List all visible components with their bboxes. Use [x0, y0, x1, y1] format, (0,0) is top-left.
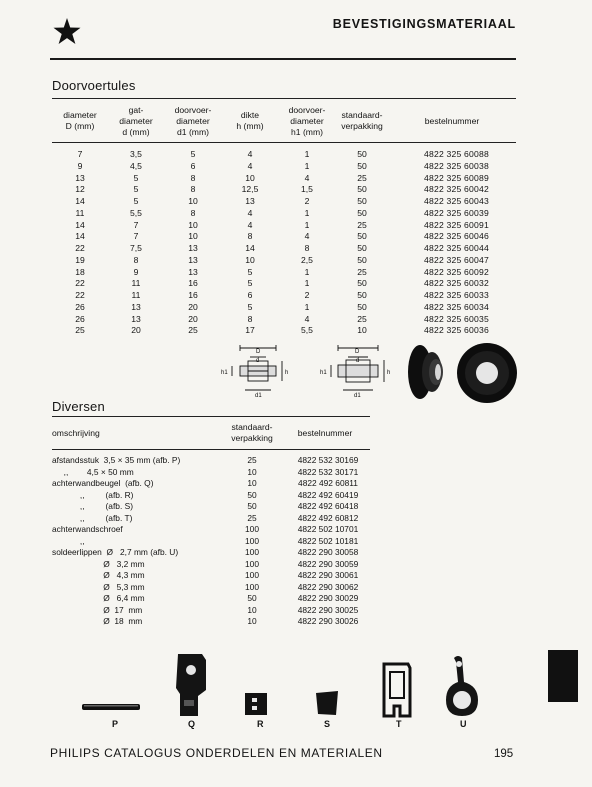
table-cell: 100 — [245, 524, 259, 534]
table-cell: 13 — [245, 196, 255, 206]
table-cell: 1,5 — [301, 184, 313, 195]
part-label-s: S — [324, 719, 331, 729]
part-q-bracket-image — [172, 650, 212, 722]
label-h1: h1 — [221, 370, 228, 376]
table-cell: 4822 325 60034 — [424, 301, 489, 312]
table-cell: 25 — [357, 219, 367, 230]
table-cell: 10 — [247, 466, 257, 477]
table-cell: 8 — [247, 231, 253, 242]
table-cell: 4822 290 30059 — [297, 558, 359, 569]
table-cell: 13 — [188, 266, 198, 277]
table-cell: 5,5 — [130, 207, 142, 218]
table-row — [52, 490, 370, 502]
table-cell: Ø 5,3 mm — [52, 581, 145, 592]
table-cell: 4 — [247, 219, 253, 230]
table-cell: ,, (afb. S) — [52, 501, 133, 511]
table-cell: 7 — [133, 219, 139, 230]
page-number: 195 — [494, 748, 514, 760]
table-header-row — [52, 99, 516, 143]
table-cell: 11 — [131, 290, 141, 300]
table-row — [52, 605, 370, 617]
table-cell: 4822 325 60032 — [424, 278, 489, 289]
table-cell: 100 — [245, 581, 259, 592]
table-cell: 4822 502 10181 — [297, 535, 359, 546]
table-cell: 10 — [247, 604, 257, 615]
grommet-drawing-left — [218, 344, 300, 402]
table-cell: 8 — [247, 313, 253, 324]
table-cell: 17 — [245, 325, 255, 336]
table-cell: 14 — [75, 231, 85, 242]
table-cell: 2 — [304, 290, 310, 300]
footer-text: PHILIPS CATALOGUS ONDERDELEN EN MATERIALEN — [50, 746, 383, 760]
table-cell: 10 — [188, 231, 198, 242]
table-cell: 11 — [75, 207, 85, 218]
table-cell: Ø 18 mm — [52, 616, 143, 626]
table-cell: Ø 6,4 mm — [52, 593, 145, 603]
table-cell: 4822 492 60418 — [297, 501, 359, 511]
table-cell: 4822 325 60091 — [424, 219, 489, 230]
table-cell: 13 — [188, 254, 198, 265]
table-cell: 20 — [188, 313, 198, 324]
table-cell: 50 — [357, 160, 367, 171]
table-cell: 4822 325 60088 — [424, 149, 489, 159]
table-row — [52, 220, 516, 232]
section-title-diversen: Diversen — [52, 399, 105, 414]
table-row — [52, 325, 516, 337]
table-cell: 18 — [75, 266, 85, 277]
table-cell: 4822 502 10701 — [297, 524, 359, 534]
table-cell: 4822 492 60811 — [298, 478, 358, 488]
part-p-spacer-image — [80, 700, 142, 714]
table-cell: 10 — [188, 219, 198, 230]
table-row — [52, 559, 370, 571]
table-cell: 8 — [304, 243, 310, 253]
label-h: h — [285, 370, 289, 376]
table-cell: 4 — [247, 149, 253, 159]
column-header: standaard- verpakking — [224, 417, 280, 450]
table-cell: ,, (afb. R) — [52, 489, 134, 500]
label-d: d — [256, 358, 260, 364]
table-cell: 50 — [357, 278, 367, 289]
table-row — [52, 501, 370, 513]
table-cell: Ø 3,2 mm — [52, 558, 145, 569]
table-cell: 50 — [357, 149, 367, 159]
table-cell: 50 — [357, 196, 367, 206]
table-cell: 14 — [75, 219, 85, 230]
table-cell: 50 — [357, 243, 367, 253]
table-cell: 5 — [190, 149, 196, 159]
section-title-doorvoertules: Doorvoertules — [52, 78, 136, 93]
table-cell: ,, (afb. T) — [52, 512, 133, 523]
table-cell: 20 — [131, 325, 141, 336]
column-header: bestelnummer — [280, 417, 370, 450]
table-row — [52, 513, 370, 525]
label-h1: h1 — [320, 370, 327, 376]
table-cell: 50 — [357, 290, 367, 300]
table-cell: 4822 325 60047 — [424, 254, 489, 265]
table-cell: 4822 325 60046 — [424, 231, 489, 242]
table-cell: 4822 325 60039 — [424, 207, 489, 218]
table-cell: 13 — [75, 172, 85, 183]
column-header: doorvoer- diameter d1 (mm) — [164, 99, 222, 143]
table-cell: 2,5 — [301, 254, 313, 265]
table-cell: 6 — [190, 160, 196, 171]
part-label-r: R — [257, 719, 264, 729]
table-cell: 1 — [304, 149, 310, 159]
table-cell: 4822 325 60044 — [424, 243, 489, 253]
table-cell: 50 — [247, 501, 257, 511]
table-cell: Ø 17 mm — [52, 604, 143, 615]
label-d1: d1 — [354, 393, 361, 399]
table-cell: 1 — [304, 207, 310, 218]
table-cell: 4822 325 60038 — [424, 160, 489, 171]
table-row — [52, 547, 370, 559]
table-row — [52, 161, 516, 173]
table-cell: 2 — [304, 196, 310, 206]
table-row — [52, 570, 370, 582]
table-cell: 8 — [190, 184, 196, 195]
table-cell: 7 — [77, 149, 83, 159]
table-cell: 20 — [188, 301, 198, 312]
table-cell: 7 — [133, 231, 139, 242]
table-cell: 100 — [245, 570, 259, 580]
table-row — [52, 290, 516, 302]
table-cell: 25 — [188, 325, 198, 336]
table-cell: 4822 532 30171 — [297, 466, 359, 477]
table-row — [52, 173, 516, 185]
table-cell: 11 — [131, 278, 141, 289]
table-cell: 100 — [245, 558, 259, 569]
table-cell: 12,5 — [241, 184, 259, 195]
table-cell: 4 — [247, 160, 253, 171]
table-cell: 50 — [357, 207, 367, 218]
table-cell: 1 — [304, 219, 310, 230]
table-cell: 5 — [247, 266, 253, 277]
table-cell: 26 — [75, 313, 85, 324]
table-row — [52, 616, 370, 628]
table-cell: 5 — [133, 172, 139, 183]
table-cell: 50 — [357, 231, 367, 242]
part-u-solder-lug-image — [442, 652, 482, 722]
table-cell: 50 — [357, 301, 367, 312]
star-icon — [52, 16, 82, 46]
page-title: BEVESTIGINGSMATERIAAL — [332, 17, 516, 31]
column-header: gat- diameter d (mm) — [108, 99, 164, 143]
part-label-u: U — [460, 719, 467, 729]
table-cell: 4822 325 60033 — [424, 290, 489, 300]
label-d1: d1 — [255, 393, 262, 399]
table-cell: 16 — [188, 278, 198, 289]
table-cell: 13 — [188, 243, 198, 253]
table-cell: 22 — [75, 278, 85, 289]
table-cell: 4822 325 60035 — [424, 313, 489, 324]
table-cell: 10 — [245, 172, 255, 183]
table-cell: 22 — [75, 290, 85, 300]
table-cell: 4822 532 30169 — [297, 455, 359, 465]
table-cell: 5,5 — [301, 325, 313, 336]
label-D: D — [355, 349, 360, 355]
column-header: diameter D (mm) — [52, 99, 108, 143]
table-cell: soldeerlippen Ø 2,7 mm (afb. U) — [52, 547, 179, 557]
part-label-p: P — [112, 719, 119, 729]
table-cell: 4,5 — [130, 160, 142, 171]
table-cell: 8 — [190, 207, 196, 218]
column-header: dikte h (mm) — [222, 99, 278, 143]
table-cell: 50 — [247, 593, 257, 603]
table-cell: 4822 290 30026 — [297, 616, 359, 626]
table-cell: 4822 325 60042 — [424, 184, 489, 195]
column-header: bestelnummer — [388, 99, 516, 143]
table-cell: 1 — [304, 278, 310, 289]
diversen-table — [52, 416, 370, 628]
table-cell: 50 — [247, 489, 257, 500]
column-header: standaard- verpakking — [336, 99, 388, 143]
table-row — [52, 524, 370, 536]
part-s-bracket-image — [314, 690, 340, 716]
header-rule — [50, 58, 516, 60]
table-cell: 4822 325 60092 — [424, 266, 489, 277]
table-cell: 14 — [75, 196, 85, 206]
part-label-q: Q — [188, 719, 196, 729]
table-row — [52, 143, 516, 161]
table-cell: 19 — [75, 254, 85, 265]
table-row — [52, 450, 370, 467]
table-cell: 4822 325 60089 — [424, 172, 489, 183]
table-cell: afstandsstuk 3,5 × 35 mm (afb. P) — [52, 455, 181, 465]
table-row — [52, 278, 516, 290]
table-row — [52, 243, 516, 255]
table-row — [52, 255, 516, 267]
column-header: omschrijving — [52, 417, 224, 450]
table-row — [52, 184, 516, 196]
table-cell: 1 — [304, 301, 310, 312]
table-cell: 10 — [247, 478, 257, 488]
table-row — [52, 267, 516, 279]
table-cell: 4 — [304, 231, 310, 242]
table-cell: 10 — [357, 325, 367, 336]
table-cell: 4822 492 60419 — [297, 489, 359, 500]
table-cell: 100 — [245, 547, 259, 557]
table-cell: 50 — [357, 254, 367, 265]
table-cell: 10 — [245, 254, 255, 265]
table-cell: 25 — [357, 266, 367, 277]
table-cell: 13 — [131, 301, 141, 312]
table-cell: 4822 325 60043 — [424, 196, 489, 206]
table-cell: 9 — [77, 160, 83, 171]
table-cell: 10 — [188, 196, 198, 206]
table-cell: 4822 290 30025 — [297, 604, 359, 615]
table-row — [52, 208, 516, 220]
table-cell: 6 — [247, 290, 253, 300]
table-cell: 5 — [247, 278, 253, 289]
table-cell: 25 — [357, 172, 367, 183]
table-cell: 25 — [75, 325, 85, 336]
table-header-row — [52, 417, 370, 450]
table-row — [52, 196, 516, 208]
table-cell: 25 — [357, 313, 367, 324]
table-row — [52, 467, 370, 479]
table-cell: achterwandschroef — [52, 524, 123, 534]
column-header: doorvoer- diameter h1 (mm) — [278, 99, 336, 143]
table-cell: 1 — [304, 266, 310, 277]
table-cell: 5 — [133, 196, 139, 206]
table-cell: 4 — [247, 207, 253, 218]
grommet-drawing-right — [318, 344, 400, 402]
part-r-bracket-image — [244, 692, 268, 716]
table-cell: achterwandbeugel (afb. Q) — [52, 478, 154, 488]
table-cell: 12 — [75, 184, 85, 195]
table-cell: 5 — [133, 184, 139, 195]
table-cell: 5 — [247, 301, 253, 312]
table-cell: 9 — [133, 266, 139, 277]
table-cell: 14 — [245, 243, 255, 253]
doorvoertules-table — [52, 98, 516, 337]
table-cell: 4822 290 30061 — [297, 570, 359, 580]
table-cell: ,, 4,5 × 50 mm — [52, 466, 134, 477]
table-cell: Ø 4,3 mm — [52, 570, 145, 580]
table-cell: 10 — [247, 616, 257, 626]
table-row — [52, 314, 516, 326]
table-cell: 1 — [304, 160, 310, 171]
table-row — [52, 478, 370, 490]
table-row — [52, 582, 370, 594]
table-row — [52, 536, 370, 548]
table-cell: 4822 290 30029 — [297, 593, 359, 603]
label-d: d — [356, 358, 360, 364]
table-cell: 13 — [131, 313, 141, 324]
table-row — [52, 593, 370, 605]
table-cell: 100 — [245, 535, 259, 546]
grommet-front-photo — [454, 342, 520, 404]
table-cell: ,, — [52, 535, 85, 546]
table-row — [52, 231, 516, 243]
table-cell: 25 — [247, 512, 257, 523]
label-D: D — [256, 349, 261, 355]
table-cell: 26 — [75, 301, 85, 312]
table-cell: 4822 290 30058 — [297, 547, 359, 557]
table-cell: 7,5 — [130, 243, 142, 253]
table-cell: 25 — [247, 455, 257, 465]
table-cell: 3,5 — [130, 149, 142, 159]
table-cell: 8 — [190, 172, 196, 183]
table-cell: 50 — [357, 184, 367, 195]
part-t-bracket-image — [380, 660, 414, 720]
table-cell: 16 — [188, 290, 198, 300]
part-label-t: T — [396, 719, 402, 729]
table-cell: 22 — [75, 243, 85, 253]
table-cell: 4822 290 30062 — [297, 581, 359, 592]
label-h: h — [387, 370, 391, 376]
table-cell: 4 — [304, 172, 310, 183]
table-cell: 4822 492 60812 — [297, 512, 359, 523]
page-edge-tab — [548, 650, 578, 702]
table-cell: 8 — [133, 254, 139, 265]
table-cell: 4822 325 60036 — [424, 325, 489, 336]
table-row — [52, 302, 516, 314]
grommet-side-photo — [402, 342, 446, 402]
table-cell: 4 — [304, 313, 310, 324]
